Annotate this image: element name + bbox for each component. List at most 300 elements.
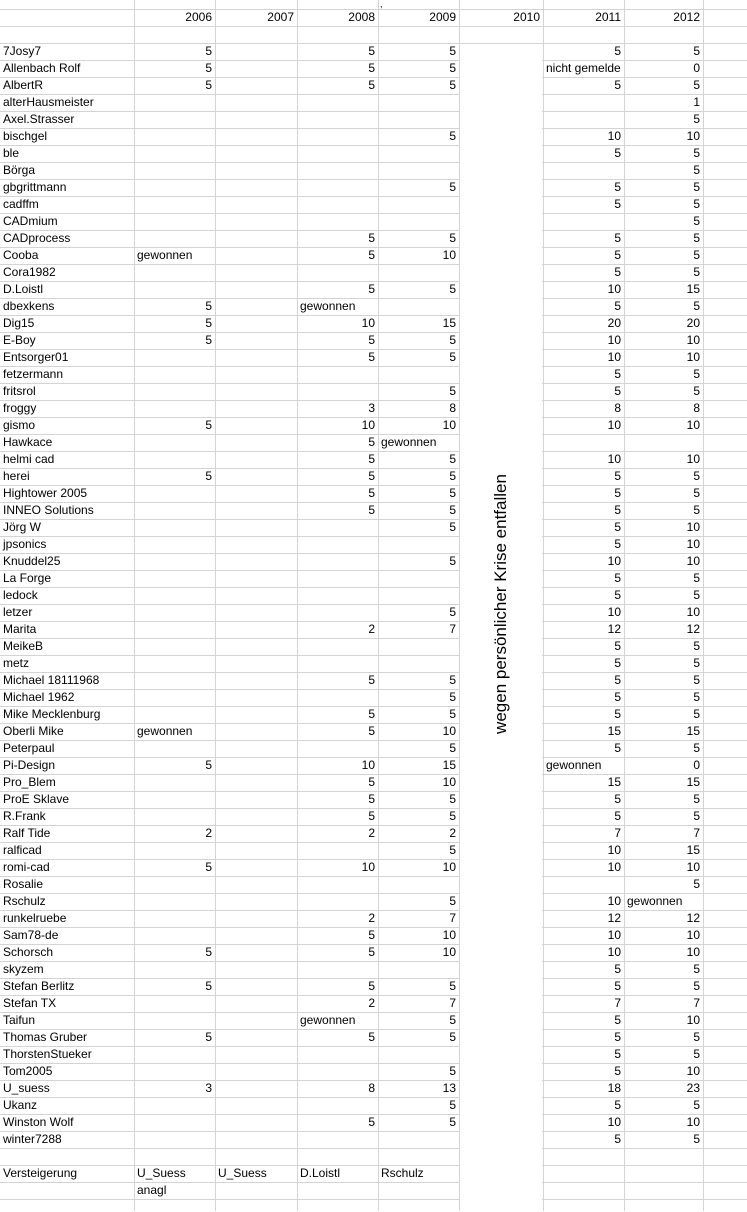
participant-name[interactable]: Mike Mecklenburg <box>3 707 101 721</box>
value-cell-2009[interactable]: 5 <box>449 894 456 908</box>
participant-name[interactable]: alterHausmeister <box>3 95 94 109</box>
value-cell-2012[interactable]: 12 <box>686 622 700 636</box>
value-cell-2011[interactable]: 15 <box>607 775 621 789</box>
value-cell-2012[interactable]: 5 <box>693 571 700 585</box>
participant-name[interactable]: helmi cad <box>3 452 55 466</box>
value-cell-2008[interactable]: 5 <box>368 945 375 959</box>
value-cell-2012[interactable]: 5 <box>693 248 700 262</box>
participant-name[interactable]: R.Frank <box>3 809 46 823</box>
value-cell-2012[interactable]: 5 <box>693 1132 700 1146</box>
value-cell-2012[interactable]: 10 <box>686 333 700 347</box>
value-cell-2011[interactable]: 5 <box>614 809 621 823</box>
value-cell-2011[interactable]: 10 <box>607 605 621 619</box>
value-cell-2011[interactable]: 5 <box>614 537 621 551</box>
value-cell-2012[interactable]: 5 <box>693 214 700 228</box>
year-header-2012[interactable]: 2012 <box>673 10 700 24</box>
value-cell-2009[interactable]: 13 <box>442 1081 456 1095</box>
value-cell-2009[interactable]: 5 <box>449 350 456 364</box>
participant-name[interactable]: fetzermann <box>3 367 64 381</box>
value-cell-2012[interactable]: 5 <box>693 197 700 211</box>
participant-name[interactable]: Axel.Strasser <box>3 112 75 126</box>
value-cell-2012[interactable]: 5 <box>693 146 700 160</box>
value-cell-2008[interactable]: 2 <box>368 826 375 840</box>
value-cell-2006[interactable]: 5 <box>205 945 212 959</box>
value-cell-2011[interactable]: 5 <box>614 792 621 806</box>
value-cell-2012[interactable]: 5 <box>693 1030 700 1044</box>
participant-name[interactable]: cadffm <box>3 197 39 211</box>
value-cell-2011[interactable]: 10 <box>607 928 621 942</box>
value-cell-2009[interactable]: 5 <box>449 605 456 619</box>
value-cell-2008[interactable]: 5 <box>368 775 375 789</box>
value-cell-2006[interactable]: 5 <box>205 316 212 330</box>
value-cell-2008[interactable]: 5 <box>368 333 375 347</box>
participant-name[interactable]: runkelruebe <box>3 911 67 925</box>
value-cell-2009[interactable]: 10 <box>442 775 456 789</box>
value-cell-2009[interactable]: gewonnen <box>381 435 437 449</box>
value-cell-2012[interactable]: 10 <box>686 1013 700 1027</box>
value-cell-2011[interactable]: 5 <box>614 503 621 517</box>
value-cell-2008[interactable]: 3 <box>368 401 375 415</box>
value-cell-2009[interactable]: 5 <box>449 452 456 466</box>
value-cell-2011[interactable]: 5 <box>614 265 621 279</box>
value-cell-2011[interactable]: 5 <box>614 146 621 160</box>
value-cell-2011[interactable]: 15 <box>607 724 621 738</box>
value-cell-2009[interactable]: 5 <box>449 503 456 517</box>
participant-name[interactable]: Stefan TX <box>3 996 57 1010</box>
value-cell-2009[interactable]: 15 <box>442 758 456 772</box>
participant-name[interactable]: AlbertR <box>3 78 44 92</box>
participant-name[interactable]: U_suess <box>3 1081 50 1095</box>
value-cell-2008[interactable]: 5 <box>368 1030 375 1044</box>
value-cell-2006[interactable]: 5 <box>205 1030 212 1044</box>
participant-name[interactable]: Peterpaul <box>3 741 55 755</box>
value-cell-2011[interactable]: 18 <box>607 1081 621 1095</box>
value-cell-2008[interactable]: gewonnen <box>300 1013 356 1027</box>
value-cell-2012[interactable]: 10 <box>686 129 700 143</box>
participant-name[interactable]: Entsorger01 <box>3 350 69 364</box>
value-cell-2006[interactable]: 5 <box>205 299 212 313</box>
participant-name[interactable]: gismo <box>3 418 36 432</box>
value-cell-2008[interactable]: 5 <box>368 979 375 993</box>
year-header-2007[interactable]: 2007 <box>267 10 294 24</box>
participant-name[interactable]: 7Josy7 <box>3 44 42 58</box>
value-cell-2009[interactable]: 10 <box>442 248 456 262</box>
value-cell-2011[interactable]: 5 <box>614 1098 621 1112</box>
year-header-2011[interactable]: 2011 <box>595 10 621 24</box>
value-cell-2006[interactable]: 5 <box>205 469 212 483</box>
value-cell-2006[interactable]: 5 <box>205 860 212 874</box>
value-cell-2008[interactable]: 5 <box>368 44 375 58</box>
value-cell-2009[interactable]: 5 <box>449 282 456 296</box>
participant-name[interactable]: romi-cad <box>3 860 50 874</box>
value-cell-2011[interactable]: 8 <box>614 401 621 415</box>
value-cell-2012[interactable]: 5 <box>693 180 700 194</box>
participant-name[interactable]: Oberli Mike <box>3 724 64 738</box>
value-cell-2009[interactable]: 7 <box>449 622 456 636</box>
value-cell-2011[interactable]: 5 <box>614 1064 621 1078</box>
value-cell-2008[interactable]: 2 <box>368 911 375 925</box>
participant-name[interactable]: froggy <box>3 401 37 415</box>
value-cell-2011[interactable]: 10 <box>607 860 621 874</box>
value-cell-2011[interactable]: 5 <box>614 962 621 976</box>
value-cell-2009[interactable]: 5 <box>449 554 456 568</box>
value-cell-2012[interactable]: 12 <box>686 911 700 925</box>
value-cell-2009[interactable]: 5 <box>449 469 456 483</box>
value-cell-2008[interactable]: 10 <box>361 758 375 772</box>
participant-name[interactable]: bischgel <box>3 129 48 143</box>
value-cell-2009[interactable]: 5 <box>449 843 456 857</box>
participant-name[interactable]: Michael 1962 <box>3 690 75 704</box>
value-cell-2012[interactable]: 5 <box>693 1047 700 1061</box>
participant-name[interactable]: D.Loistl <box>3 282 44 296</box>
value-cell-2011[interactable]: 5 <box>614 741 621 755</box>
value-cell-2012[interactable]: 5 <box>693 639 700 653</box>
value-cell-2006[interactable]: 2 <box>205 826 212 840</box>
value-cell-2012[interactable]: 0 <box>693 61 700 75</box>
value-cell-2012[interactable]: 5 <box>693 367 700 381</box>
value-cell-2008[interactable]: 5 <box>368 486 375 500</box>
value-cell-2008[interactable]: 5 <box>368 928 375 942</box>
value-cell-2009[interactable]: 5 <box>449 384 456 398</box>
value-cell-2009[interactable]: 5 <box>449 1030 456 1044</box>
participant-name[interactable]: Sam78-de <box>3 928 59 942</box>
value-cell-2011[interactable]: 5 <box>614 299 621 313</box>
value-cell-2008[interactable]: 5 <box>368 469 375 483</box>
value-cell-2008[interactable]: 5 <box>368 78 375 92</box>
value-cell-2008[interactable]: 5 <box>368 452 375 466</box>
value-cell-2012[interactable]: 5 <box>693 979 700 993</box>
participant-name[interactable]: skyzem <box>3 962 44 976</box>
auction-winner-2009[interactable]: Rschulz <box>381 1166 424 1180</box>
value-cell-2008[interactable]: 2 <box>368 996 375 1010</box>
value-cell-2012[interactable]: 15 <box>686 282 700 296</box>
value-cell-2011[interactable]: 5 <box>614 1030 621 1044</box>
auction-label[interactable]: Versteigerung <box>3 1166 78 1180</box>
value-cell-2008[interactable]: 5 <box>368 350 375 364</box>
value-cell-2012[interactable]: 15 <box>686 843 700 857</box>
value-cell-2011[interactable]: 5 <box>614 1047 621 1061</box>
value-cell-2008[interactable]: 5 <box>368 231 375 245</box>
participant-name[interactable]: Hawkace <box>3 435 53 449</box>
value-cell-2012[interactable]: 10 <box>686 605 700 619</box>
value-cell-2012[interactable]: 15 <box>686 775 700 789</box>
value-cell-2008[interactable]: 5 <box>368 809 375 823</box>
value-cell-2012[interactable]: 10 <box>686 860 700 874</box>
value-cell-2012[interactable]: 5 <box>693 962 700 976</box>
value-cell-2009[interactable]: 5 <box>449 78 456 92</box>
participant-name[interactable]: CADprocess <box>3 231 71 245</box>
value-cell-2012[interactable]: 5 <box>693 588 700 602</box>
value-cell-2012[interactable]: 5 <box>693 1098 700 1112</box>
value-cell-2011[interactable]: 5 <box>614 384 621 398</box>
value-cell-2008[interactable]: 2 <box>368 622 375 636</box>
value-cell-2008[interactable]: 5 <box>368 503 375 517</box>
value-cell-2011[interactable]: 5 <box>614 78 621 92</box>
value-cell-2006[interactable]: 5 <box>205 979 212 993</box>
value-cell-2012[interactable]: 1 <box>693 95 700 109</box>
value-cell-2012[interactable]: 23 <box>686 1081 700 1095</box>
value-cell-2009[interactable]: 5 <box>449 707 456 721</box>
participant-name[interactable]: Jörg W <box>3 520 42 534</box>
value-cell-2009[interactable]: 5 <box>449 1098 456 1112</box>
value-cell-2011[interactable]: nicht gemelde <box>546 61 621 75</box>
value-cell-2011[interactable]: 10 <box>607 333 621 347</box>
value-cell-2012[interactable]: 5 <box>693 384 700 398</box>
value-cell-2012[interactable]: 7 <box>693 996 700 1010</box>
value-cell-2009[interactable]: 5 <box>449 520 456 534</box>
participant-name[interactable]: ledock <box>3 588 38 602</box>
value-cell-2012[interactable]: 5 <box>693 656 700 670</box>
participant-name[interactable]: Pro_Blem <box>3 775 56 789</box>
value-cell-2009[interactable]: 5 <box>449 231 456 245</box>
year-header-2010[interactable]: 2010 <box>513 10 540 24</box>
value-cell-2012[interactable]: 10 <box>686 945 700 959</box>
value-cell-2009[interactable]: 2 <box>449 826 456 840</box>
year-header-2008[interactable]: 2008 <box>348 10 375 24</box>
value-cell-2011[interactable]: 10 <box>607 945 621 959</box>
value-cell-2011[interactable]: 10 <box>607 554 621 568</box>
value-cell-2006[interactable]: 5 <box>205 44 212 58</box>
value-cell-2008[interactable]: 5 <box>368 673 375 687</box>
value-cell-2008[interactable]: 5 <box>368 724 375 738</box>
auction-extra[interactable]: anagl <box>137 1183 167 1197</box>
value-cell-2012[interactable]: 8 <box>693 401 700 415</box>
value-cell-2011[interactable]: 10 <box>607 1115 621 1129</box>
participant-name[interactable]: ProE Sklave <box>3 792 70 806</box>
value-cell-2009[interactable]: 5 <box>449 979 456 993</box>
value-cell-2012[interactable]: 5 <box>693 44 700 58</box>
value-cell-2009[interactable]: 5 <box>449 809 456 823</box>
value-cell-2009[interactable]: 5 <box>449 333 456 347</box>
value-cell-2008[interactable]: 5 <box>368 792 375 806</box>
value-cell-2011[interactable]: 10 <box>607 129 621 143</box>
participant-name[interactable]: letzer <box>3 605 33 619</box>
value-cell-2011[interactable]: 5 <box>614 44 621 58</box>
value-cell-2011[interactable]: 7 <box>614 826 621 840</box>
auction-winner-2008[interactable]: D.Loistl <box>300 1166 341 1180</box>
value-cell-2009[interactable]: 5 <box>449 61 456 75</box>
value-cell-2012[interactable]: 5 <box>693 792 700 806</box>
value-cell-2011[interactable]: 10 <box>607 350 621 364</box>
auction-winner-2007[interactable]: U_Suess <box>218 1166 267 1180</box>
value-cell-2006[interactable]: 5 <box>205 758 212 772</box>
value-cell-2012[interactable]: 5 <box>693 877 700 891</box>
value-cell-2009[interactable]: 5 <box>449 741 456 755</box>
value-cell-2009[interactable]: 5 <box>449 44 456 58</box>
value-cell-2008[interactable]: 5 <box>368 248 375 262</box>
value-cell-2011[interactable]: 10 <box>607 894 621 908</box>
value-cell-2006[interactable]: gewonnen <box>137 248 193 262</box>
participant-name[interactable]: Rschulz <box>3 894 46 908</box>
participant-name[interactable]: Thomas Gruber <box>3 1030 88 1044</box>
participant-name[interactable]: Rosalie <box>3 877 44 891</box>
value-cell-2009[interactable]: 5 <box>449 486 456 500</box>
value-cell-2011[interactable]: 5 <box>614 707 621 721</box>
value-cell-2009[interactable]: 15 <box>442 316 456 330</box>
participant-name[interactable]: Stefan Berlitz <box>3 979 75 993</box>
value-cell-2009[interactable]: 5 <box>449 1064 456 1078</box>
value-cell-2008[interactable]: gewonnen <box>300 299 356 313</box>
value-cell-2011[interactable]: 5 <box>614 690 621 704</box>
value-cell-2012[interactable]: 10 <box>686 350 700 364</box>
value-cell-2012[interactable]: gewonnen <box>627 894 683 908</box>
value-cell-2012[interactable]: 5 <box>693 265 700 279</box>
value-cell-2012[interactable]: 10 <box>686 928 700 942</box>
participant-name[interactable]: Cora1982 <box>3 265 56 279</box>
value-cell-2011[interactable]: 10 <box>607 452 621 466</box>
value-cell-2011[interactable]: 5 <box>614 1013 621 1027</box>
value-cell-2008[interactable]: 10 <box>361 418 375 432</box>
value-cell-2009[interactable]: 10 <box>442 418 456 432</box>
value-cell-2012[interactable]: 10 <box>686 554 700 568</box>
value-cell-2011[interactable]: 5 <box>614 197 621 211</box>
participant-name[interactable]: ralficad <box>3 843 42 857</box>
value-cell-2012[interactable]: 10 <box>686 537 700 551</box>
participant-name[interactable]: Taifun <box>3 1013 36 1027</box>
participant-name[interactable]: Dig15 <box>3 316 35 330</box>
participant-name[interactable]: CADmium <box>3 214 58 228</box>
value-cell-2009[interactable]: 5 <box>449 180 456 194</box>
value-cell-2011[interactable]: 12 <box>607 622 621 636</box>
value-cell-2012[interactable]: 10 <box>686 1115 700 1129</box>
value-cell-2011[interactable]: 5 <box>614 180 621 194</box>
participant-name[interactable]: Ukanz <box>3 1098 38 1112</box>
value-cell-2011[interactable]: 5 <box>614 979 621 993</box>
year-header-2009[interactable]: 2009 <box>429 10 456 24</box>
value-cell-2011[interactable]: 5 <box>614 231 621 245</box>
value-cell-2009[interactable]: 8 <box>449 401 456 415</box>
value-cell-2011[interactable]: 5 <box>614 673 621 687</box>
participant-name[interactable]: Ralf Tide <box>3 826 51 840</box>
value-cell-2011[interactable]: 5 <box>614 469 621 483</box>
value-cell-2009[interactable]: 7 <box>449 911 456 925</box>
value-cell-2009[interactable]: 5 <box>449 1013 456 1027</box>
participant-name[interactable]: winter7288 <box>3 1132 62 1146</box>
value-cell-2009[interactable]: 10 <box>442 724 456 738</box>
value-cell-2012[interactable]: 5 <box>693 78 700 92</box>
participant-name[interactable]: Winston Wolf <box>3 1115 74 1129</box>
participant-name[interactable]: ble <box>3 146 20 160</box>
value-cell-2012[interactable]: 5 <box>693 690 700 704</box>
participant-name[interactable]: E-Boy <box>3 333 36 347</box>
value-cell-2011[interactable]: 5 <box>614 588 621 602</box>
value-cell-2009[interactable]: 10 <box>442 945 456 959</box>
value-cell-2008[interactable]: 5 <box>368 282 375 296</box>
value-cell-2009[interactable]: 10 <box>442 928 456 942</box>
value-cell-2011[interactable]: 5 <box>614 656 621 670</box>
value-cell-2011[interactable]: 5 <box>614 248 621 262</box>
value-cell-2011[interactable]: 5 <box>614 571 621 585</box>
auction-winner-2006[interactable]: U_Suess <box>137 1166 186 1180</box>
value-cell-2011[interactable]: 20 <box>607 316 621 330</box>
participant-name[interactable]: ThorstenStueker <box>3 1047 92 1061</box>
participant-name[interactable]: Michael 18111968 <box>3 673 100 687</box>
participant-name[interactable]: MeikeB <box>3 639 44 653</box>
participant-name[interactable]: Knuddel25 <box>3 554 61 568</box>
value-cell-2009[interactable]: 5 <box>449 792 456 806</box>
value-cell-2006[interactable]: 5 <box>205 333 212 347</box>
value-cell-2012[interactable]: 20 <box>686 316 700 330</box>
value-cell-2011[interactable]: 10 <box>607 282 621 296</box>
participant-name[interactable]: jpsonics <box>3 537 47 551</box>
value-cell-2011[interactable]: 5 <box>614 520 621 534</box>
value-cell-2012[interactable]: 5 <box>693 707 700 721</box>
value-cell-2008[interactable]: 5 <box>368 61 375 75</box>
value-cell-2008[interactable]: 5 <box>368 1115 375 1129</box>
value-cell-2009[interactable]: 5 <box>449 129 456 143</box>
value-cell-2009[interactable]: 5 <box>449 1115 456 1129</box>
value-cell-2009[interactable]: 5 <box>449 690 456 704</box>
participant-name[interactable]: herei <box>3 469 30 483</box>
value-cell-2012[interactable]: 5 <box>693 809 700 823</box>
participant-name[interactable]: dbexkens <box>3 299 55 313</box>
participant-name[interactable]: gbgrittmann <box>3 180 67 194</box>
value-cell-2009[interactable]: 10 <box>442 860 456 874</box>
value-cell-2012[interactable]: 7 <box>693 826 700 840</box>
participant-name[interactable]: fritsrol <box>3 384 36 398</box>
participant-name[interactable]: Cooba <box>3 248 39 262</box>
value-cell-2012[interactable]: 5 <box>693 486 700 500</box>
value-cell-2008[interactable]: 10 <box>361 316 375 330</box>
value-cell-2012[interactable]: 10 <box>686 418 700 432</box>
value-cell-2009[interactable]: 5 <box>449 673 456 687</box>
value-cell-2012[interactable]: 5 <box>693 112 700 126</box>
value-cell-2012[interactable]: 5 <box>693 503 700 517</box>
participant-name[interactable]: Marita <box>3 622 37 636</box>
participant-name[interactable]: Schorsch <box>3 945 54 959</box>
value-cell-2011[interactable]: 5 <box>614 1132 621 1146</box>
value-cell-2006[interactable]: 3 <box>205 1081 212 1095</box>
participant-name[interactable]: Hightower 2005 <box>3 486 88 500</box>
value-cell-2011[interactable]: 5 <box>614 639 621 653</box>
value-cell-2012[interactable]: 5 <box>693 231 700 245</box>
value-cell-2011[interactable]: 12 <box>607 911 621 925</box>
value-cell-2011[interactable]: 10 <box>607 843 621 857</box>
value-cell-2012[interactable]: 5 <box>693 299 700 313</box>
participant-name[interactable]: Allenbach Rolf <box>3 61 81 75</box>
value-cell-2006[interactable]: gewonnen <box>137 724 193 738</box>
value-cell-2012[interactable]: 5 <box>693 469 700 483</box>
value-cell-2006[interactable]: 5 <box>205 418 212 432</box>
value-cell-2011[interactable]: 7 <box>614 996 621 1010</box>
value-cell-2012[interactable]: 10 <box>686 1064 700 1078</box>
value-cell-2011[interactable]: gewonnen <box>546 758 602 772</box>
participant-name[interactable]: Pi-Design <box>3 758 56 772</box>
value-cell-2006[interactable]: 5 <box>205 61 212 75</box>
participant-name[interactable]: Tom2005 <box>3 1064 53 1078</box>
value-cell-2011[interactable]: 5 <box>614 486 621 500</box>
value-cell-2012[interactable]: 10 <box>686 520 700 534</box>
value-cell-2012[interactable]: 15 <box>686 724 700 738</box>
value-cell-2008[interactable]: 8 <box>368 1081 375 1095</box>
value-cell-2012[interactable]: 0 <box>693 758 700 772</box>
value-cell-2008[interactable]: 5 <box>368 435 375 449</box>
participant-name[interactable]: La Forge <box>3 571 52 585</box>
value-cell-2008[interactable]: 5 <box>368 707 375 721</box>
year-header-2006[interactable]: 2006 <box>185 10 212 24</box>
value-cell-2011[interactable]: 10 <box>607 418 621 432</box>
participant-name[interactable]: Börga <box>3 163 36 177</box>
value-cell-2012[interactable]: 5 <box>693 741 700 755</box>
value-cell-2012[interactable]: 5 <box>693 163 700 177</box>
value-cell-2011[interactable]: 5 <box>614 367 621 381</box>
value-cell-2006[interactable]: 5 <box>205 78 212 92</box>
value-cell-2009[interactable]: 7 <box>449 996 456 1010</box>
value-cell-2008[interactable]: 10 <box>361 860 375 874</box>
participant-name[interactable]: metz <box>3 656 30 670</box>
value-cell-2012[interactable]: 5 <box>693 673 700 687</box>
participant-name[interactable]: INNEO Solutions <box>3 503 94 517</box>
